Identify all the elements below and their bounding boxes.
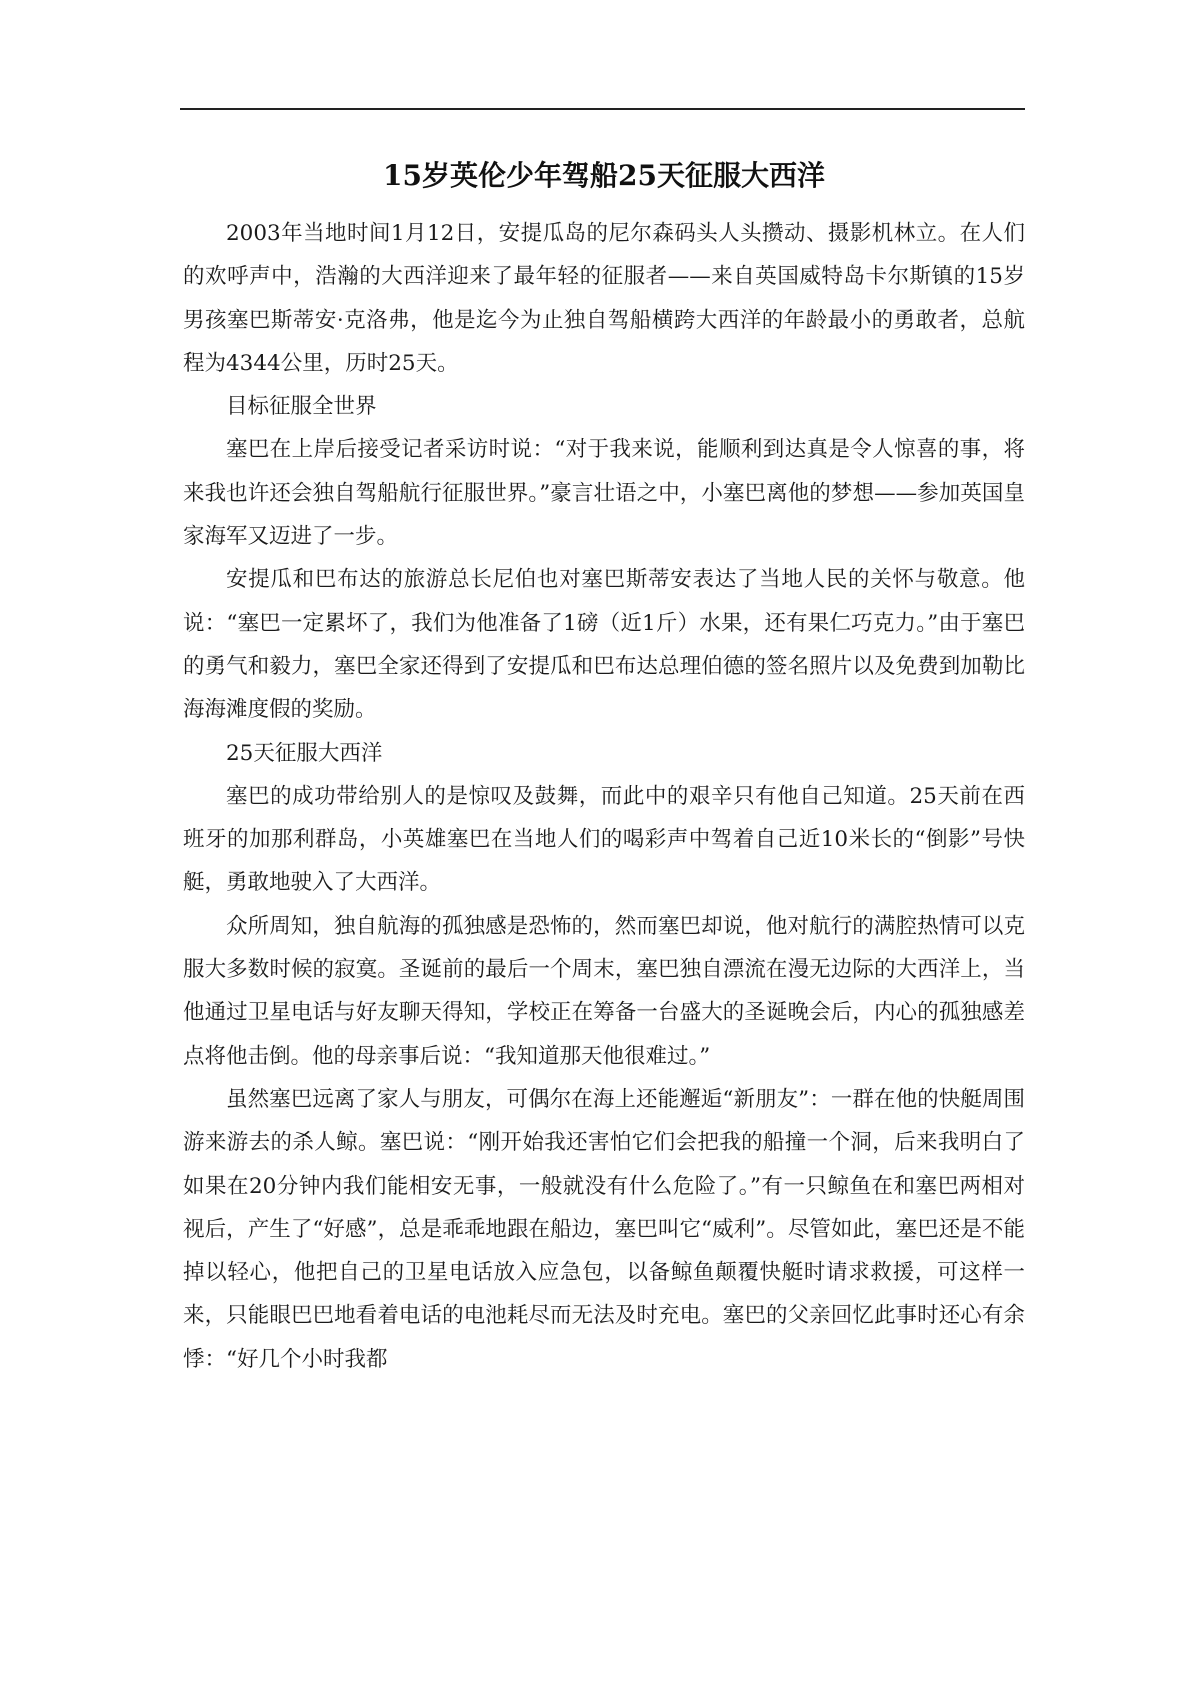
paragraph: 安提瓜和巴布达的旅游总长尼伯也对塞巴斯蒂安表达了当地人民的关怀与敬意。他说：“塞巴一定累坏了，我们为他准备了1磅（近1斤）水果，还有果仁巧克力。”由于塞巴的勇气和毅力，塞巴全家还得到了安提瓜和巴布达总理伯德的签名照片以及免费到加勒比海海滩度假的奖励。 (183, 567, 1025, 723)
paragraph: 虽然塞巴远离了家人与朋友，可偶尔在海上还能邂逅“新朋友”：一群在他的快艇周围游来游去的杀人鲸。塞巴说：“刚开始我还害怕它们会把我的船撞一个洞，后来我明白了如果在20分钟内我们能相安无事，一般就没有什么危险了。”有一只鲸鱼在和塞巴两相对视后，产生了“好感”，总是乖乖地跟在船边，塞巴叫它“威利”。尽管如此，塞巴还是不能掉以轻心，他把自己的卫星电话放入应急包，以备鲸鱼颠覆快艇时请求救援，可这样一来，只能眼巴巴地看着电话的电池耗尽而无法及时充电。塞巴的父亲回忆此事时还心有余悸：“好几个小时我都 (183, 1086, 1025, 1372)
paragraph: 众所周知，独自航海的孤独感是恐怖的，然而塞巴却说，他对航行的满腔热情可以克服大多数时候的寂寞。圣诞前的最后一个周末，塞巴独自漂流在漫无边际的大西洋上，当他通过卫星电话与好友聊天得知，学校正在筹备一台盛大的圣诞晚会后，内心的孤独感差点将他击倒。他的母亲事后说：“我知道那天他很难过。” (183, 913, 1025, 1069)
paragraph: 2003年当地时间1月12日，安提瓜岛的尼尔森码头人头攒动、摄影机林立。在人们的欢呼声中，浩瀚的大西洋迎来了最年轻的征服者——来自英国威特岛卡尔斯镇的15岁男孩塞巴斯蒂安·克洛弗，他是迄今为止独自驾船横跨大西洋的年龄最小的勇敢者，总航程为4344公里，历时25天。 (183, 221, 1025, 376)
paragraph: 塞巴的成功带给别人的是惊叹及鼓舞，而此中的艰辛只有他自己知道。25天前在西班牙的加那利群岛，小英雄塞巴在当地人们的喝彩声中驾着自己近10米长的“倒影”号快艇，勇敢地驶入了大西洋。 (183, 783, 1025, 896)
section-heading: 目标征服全世界 (226, 394, 377, 420)
document-blocks (183, 212, 1025, 1381)
header-rule (180, 108, 1025, 110)
section-heading: 25天征服大西洋 (226, 740, 383, 766)
document-title: 15岁英伦少年驾船25天征服大西洋 (383, 159, 825, 192)
document-body (183, 150, 1025, 1381)
paragraph: 塞巴在上岸后接受记者采访时说：“对于我来说，能顺利到达真是令人惊喜的事，将来我也许还会独自驾船航行征服世界。”豪言壮语之中，小塞巴离他的梦想——参加英国皇家海军又迈进了一步。 (183, 437, 1025, 550)
